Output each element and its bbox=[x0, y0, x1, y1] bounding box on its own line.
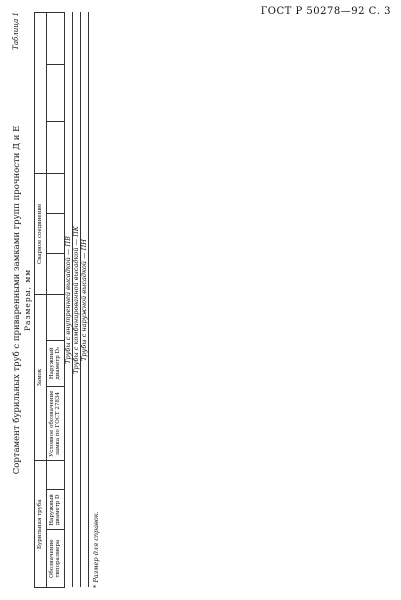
table-body bbox=[64, 13, 88, 588]
header-thread bbox=[46, 294, 64, 340]
rotated-page bbox=[12, 12, 390, 588]
section-row bbox=[72, 13, 80, 588]
table-number: Таблица 1 bbox=[12, 12, 20, 50]
header-radius bbox=[46, 174, 64, 214]
table-subtitle: Размеры, мм bbox=[23, 268, 32, 332]
section-title: Трубы с наружной высадкой — ПН bbox=[80, 13, 88, 588]
section-row bbox=[80, 13, 88, 588]
header-upset-mass bbox=[46, 122, 64, 174]
header-weld-inner bbox=[46, 214, 64, 254]
section-title: Трубы с комбинированной высадкой — ПК bbox=[72, 13, 80, 588]
header-lock-outer: Наружный диаметр D₃ bbox=[46, 340, 64, 386]
header-weld-outer bbox=[46, 254, 64, 294]
header-mass-b bbox=[46, 13, 64, 65]
header-weld: Сварное соединение bbox=[35, 174, 47, 295]
header-lock-designation: Условное обозначение замка по ГОСТ 27834 bbox=[46, 386, 64, 461]
document-code: ГОСТ Р 50278—92 С. 3 bbox=[260, 6, 391, 17]
header-pipe: Бурильная труба bbox=[35, 461, 47, 588]
header-lock: Замок bbox=[35, 294, 47, 461]
section-title: Трубы с внутренней высадкой — ПВ bbox=[64, 13, 72, 588]
footnote: * Размер для справок. bbox=[91, 511, 100, 588]
assortment-table bbox=[34, 12, 89, 588]
header-mass-a bbox=[46, 64, 64, 122]
section-row bbox=[64, 13, 72, 588]
header-outer-diameter: Наружный диаметр D bbox=[46, 490, 64, 530]
table-title: Сортамент бурильных труб с приваренными замками групп прочности Д и Е bbox=[12, 125, 22, 475]
header-mass bbox=[35, 13, 47, 174]
header-wall bbox=[46, 461, 64, 490]
header-size: Обозначение типоразмера bbox=[46, 530, 64, 588]
